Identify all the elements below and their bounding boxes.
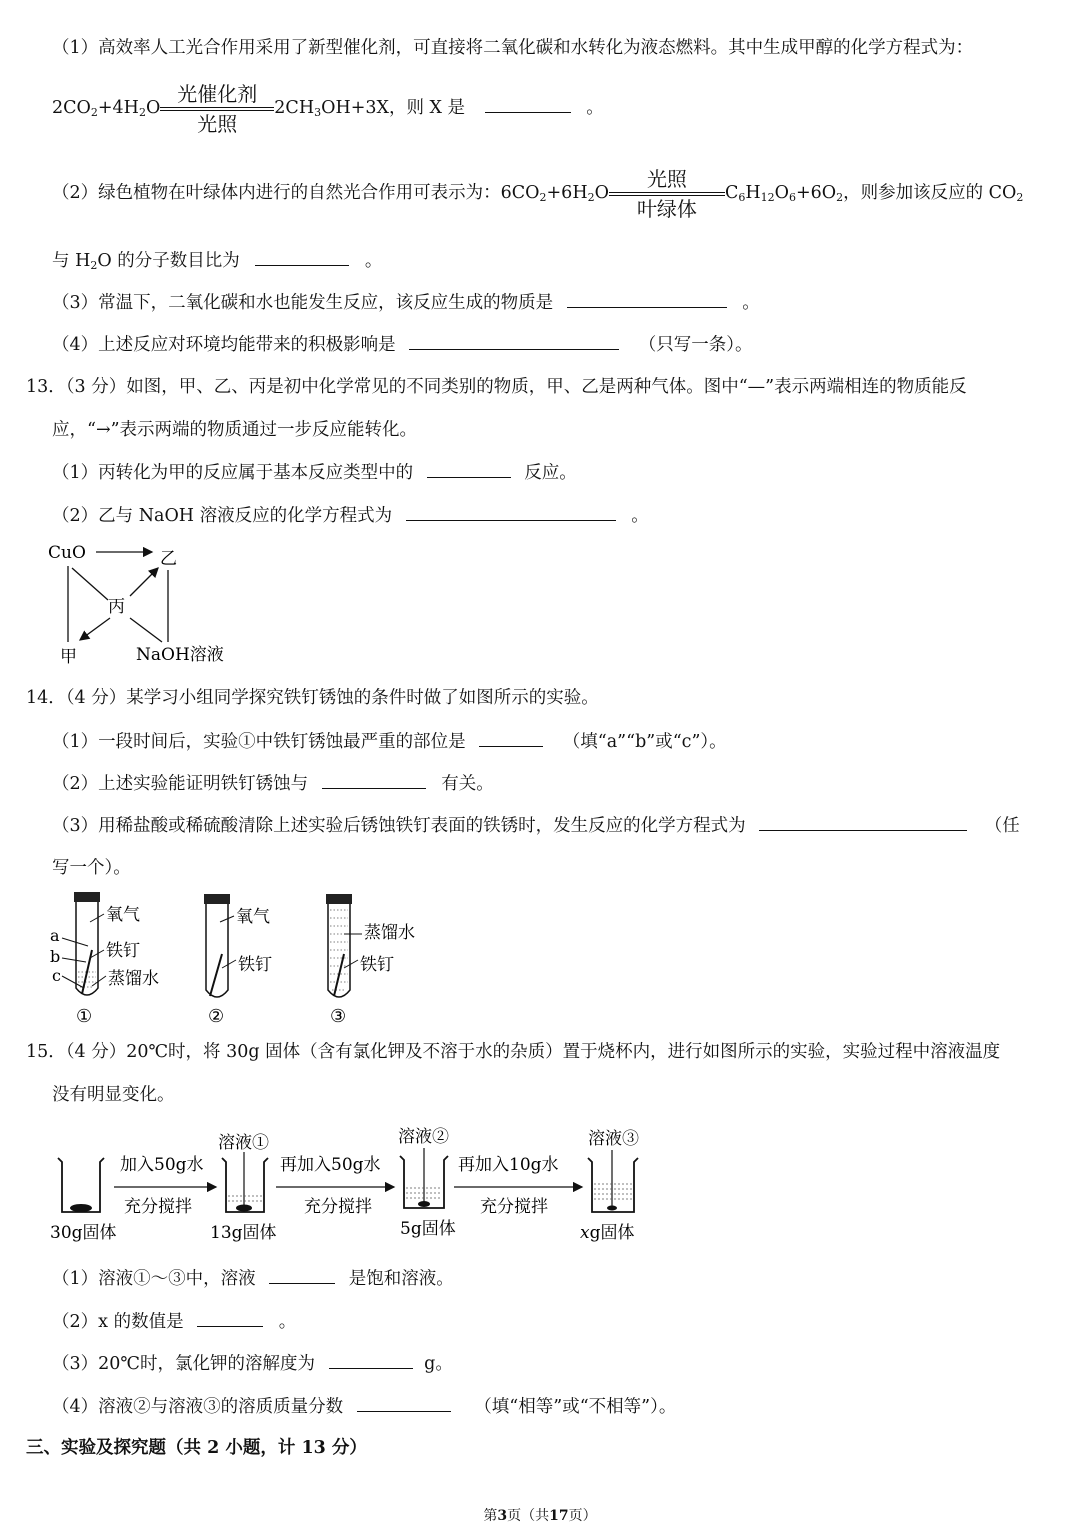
tube3-stopper	[326, 894, 352, 904]
tube3-number: ③	[330, 1006, 347, 1027]
q13-part1: （1）丙转化为甲的反应属于基本反应类型中的 反应。	[52, 460, 577, 485]
q13-head-cont: 应，“→”表示两端的物质通过一步反应能转化。	[52, 420, 418, 440]
tube2-label-nail: 铁钉	[238, 955, 272, 975]
answer-blank-ratio[interactable]	[255, 248, 349, 266]
tube1-leader-oxygen	[90, 914, 104, 922]
answer-blank-saturated[interactable]	[269, 1266, 335, 1284]
section-3-title: 三、实验及探究题（共 2 小题，计 13 分）	[26, 1438, 367, 1458]
q12-part1-text: （1）高效率人工光合作用采用了新型催化剂，可直接将二氧化碳和水转化为液态燃料。其中生成甲醇的化学方程式为：	[52, 38, 974, 58]
q15-part3: （3）20℃时，氯化钾的溶解度为 g。	[52, 1351, 453, 1376]
node-naoh: NaOH溶液	[136, 645, 224, 665]
q15-part1: （1）溶液①～③中，溶液 是饱和溶液。	[52, 1266, 454, 1291]
answer-blank-x-value[interactable]	[197, 1309, 263, 1327]
q15-beaker-diagram	[44, 1120, 664, 1250]
node-bing: 丙	[108, 597, 125, 617]
q15-head: 15．（4 分）20℃时，将 30g 固体（含有氯化钾及不溶于水的杂质）置于烧杯内，进行如图所示的实验，实验过程中溶液温度	[26, 1042, 1001, 1062]
beaker1	[58, 1158, 104, 1212]
step1-top: 加入50g水	[120, 1155, 204, 1175]
q14-part2: （2）上述实验能证明铁钉锈蚀与 有关。	[52, 771, 494, 796]
q13-part2: （2）乙与 NaOH 溶液反应的化学方程式为 。	[52, 503, 649, 528]
answer-blank-mass-fraction[interactable]	[357, 1394, 451, 1412]
eq2-condition: 光照 叶绿体	[609, 167, 725, 221]
beaker4	[588, 1158, 638, 1212]
answer-blank-rust-equation[interactable]	[759, 813, 967, 831]
link-cuo-bing	[72, 568, 108, 600]
tube2-nail	[210, 954, 222, 996]
step3-top: 再加入10g水	[458, 1155, 559, 1175]
answer-blank-product[interactable]	[567, 290, 727, 308]
q12-part4-text: （4）上述反应对环境均能带来的积极影响是 （只写一条）。	[52, 332, 753, 357]
answer-blank-reaction-type[interactable]	[427, 460, 511, 478]
step2-top: 再加入50g水	[280, 1155, 381, 1175]
tube1-label-oxygen: 氧气	[106, 905, 140, 925]
node-jia: 甲	[60, 647, 77, 667]
q13-head: 13．（3 分）如图，甲、乙、丙是初中化学常见的不同类别的物质，甲、乙是两种气体。图中“—”表示两端相连的物质能反	[26, 377, 967, 397]
q12-part3-text: （3）常温下，二氧化碳和水也能发生反应，该反应生成的物质是 。	[52, 290, 760, 315]
solution2-label: 溶液②	[398, 1127, 449, 1147]
node-yi: 乙	[160, 549, 177, 569]
eq1-condition: 光催化剂 光照	[160, 82, 274, 136]
answer-blank-rust-factor[interactable]	[322, 771, 426, 789]
beaker2	[222, 1158, 268, 1212]
tube1-number: ①	[76, 1006, 93, 1027]
tube1-label-b: b	[50, 947, 61, 966]
q15-part2: （2）x 的数值是 。	[52, 1309, 296, 1334]
q14-part3: （3）用稀盐酸或稀硫酸清除上述实验后锈蚀铁钉表面的铁锈时，发生反应的化学方程式为 （任	[52, 813, 1020, 838]
tube2	[206, 904, 228, 997]
beaker4-label: xg固体	[580, 1223, 635, 1243]
answer-blank-rust-position[interactable]	[479, 729, 543, 747]
tube1-label-c: c	[52, 966, 61, 985]
q14-part1: （1）一段时间后，实验①中铁钉锈蚀最严重的部位是 （填“a”“b”或“c”）。	[52, 729, 727, 754]
tube1-stopper	[74, 892, 100, 902]
solution3-label: 溶液③	[588, 1129, 639, 1149]
answer-blank-solubility[interactable]	[329, 1351, 413, 1369]
answer-blank-impact[interactable]	[409, 332, 619, 350]
q15-head-cont: 没有明显变化。	[52, 1085, 175, 1105]
tube3-label-water: 蒸馏水	[364, 923, 415, 943]
answer-blank-x[interactable]	[485, 95, 571, 113]
beaker3-label: 5g固体	[400, 1219, 456, 1239]
arrow-bing-to-jia	[80, 618, 110, 640]
beaker1-solid	[70, 1204, 92, 1212]
tube2-label-oxygen: 氧气	[236, 907, 270, 927]
tube3-label-nail: 铁钉	[360, 955, 394, 975]
beaker4-solid	[607, 1206, 617, 1211]
beaker3-solid	[418, 1201, 430, 1207]
q12-part2-cont: 与 $H_2O$ 的分子数目比为 。	[52, 248, 382, 278]
node-cuo: CuO	[48, 543, 86, 563]
tube2-number: ②	[208, 1006, 225, 1027]
step1-bot: 充分搅拌	[124, 1197, 192, 1217]
tube1-label-a: a	[50, 926, 60, 945]
step2-bot: 充分搅拌	[304, 1197, 372, 1217]
link-bing-naoh	[130, 618, 162, 642]
step3-bot: 充分搅拌	[480, 1197, 548, 1217]
answer-blank-naoh-equation[interactable]	[406, 503, 616, 521]
arrow-bing-to-yi	[130, 568, 158, 596]
page-footer: 第3页（共17页）	[483, 1508, 597, 1524]
q14-test-tubes-diagram	[44, 888, 434, 1030]
q14-head: 14．（4 分）某学习小组同学探究铁钉锈蚀的条件时做了如图所示的实验。	[26, 688, 599, 708]
beaker1-label: 30g固体	[50, 1223, 117, 1243]
tube1-label-water: 蒸馏水	[108, 969, 159, 989]
q12-part2-text: （2）绿色植物在叶绿体内进行的自然光合作用可表示为：$6CO_2+6H_2O$ 光照 叶绿体 $C_6H_{12}O_6+6O_2$，则参加该反应的 $CO_2$	[52, 166, 1024, 221]
q15-part4: （4）溶液②与溶液③的溶质质量分数 （填“相等”或“不相等”）。	[52, 1394, 676, 1419]
q13-relation-diagram	[44, 538, 244, 670]
beaker2-label: 13g固体	[210, 1223, 277, 1243]
q12-equation-1: $2CO_2+4H_2O$ 光催化剂 光照 $2CH_3OH+3X$，则 X 是 。	[52, 81, 604, 136]
tube2-stopper	[204, 894, 230, 904]
solution1-label: 溶液①	[218, 1133, 269, 1153]
beaker2-solid	[236, 1205, 252, 1212]
tube1-label-nail: 铁钉	[106, 941, 140, 961]
q14-part3-cont: 写一个）。	[52, 858, 131, 878]
